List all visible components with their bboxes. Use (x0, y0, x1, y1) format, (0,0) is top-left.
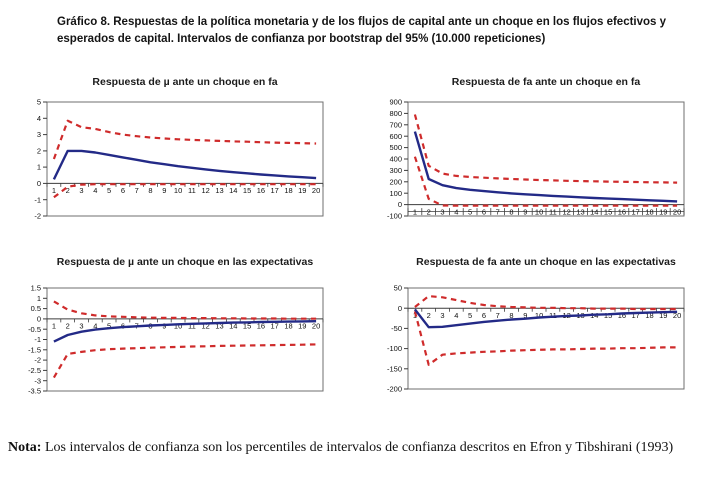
svg-text:17: 17 (631, 310, 640, 320)
svg-text:10: 10 (534, 207, 544, 217)
svg-text:17: 17 (270, 321, 279, 331)
svg-text:-2.5: -2.5 (28, 366, 41, 375)
svg-text:18: 18 (284, 186, 293, 196)
svg-text:-200: -200 (386, 384, 402, 394)
svg-text:600: 600 (389, 131, 402, 141)
svg-text:1: 1 (36, 293, 41, 303)
svg-text:-2: -2 (34, 211, 41, 221)
svg-text:20: 20 (311, 321, 321, 331)
svg-text:700: 700 (389, 120, 402, 130)
svg-text:0: 0 (36, 314, 41, 324)
chart-respuesta-mu-choque-fa (7, 70, 343, 223)
svg-text:1.5: 1.5 (30, 284, 41, 293)
svg-text:3: 3 (79, 321, 84, 331)
svg-text:7: 7 (495, 310, 500, 320)
svg-text:16: 16 (256, 186, 266, 196)
svg-text:14: 14 (229, 321, 238, 331)
chart-respuesta-mu-choque-expectativas (7, 250, 343, 396)
svg-text:8: 8 (509, 207, 514, 217)
svg-text:15: 15 (242, 186, 252, 196)
svg-text:19: 19 (659, 310, 668, 320)
svg-text:5: 5 (36, 98, 41, 107)
svg-text:20: 20 (672, 207, 682, 217)
svg-text:1: 1 (36, 162, 41, 172)
svg-text:300: 300 (389, 166, 402, 175)
svg-text:-1.5: -1.5 (28, 345, 41, 355)
svg-text:13: 13 (576, 207, 585, 217)
svg-text:200: 200 (389, 177, 402, 187)
svg-text:100: 100 (389, 188, 402, 198)
chart-respuesta-fa-choque-expectativas (368, 250, 704, 394)
svg-text:400: 400 (389, 154, 402, 164)
figure-caption: Gráfico 8. Respuestas de la política monetaria y de los flujos de capital ante un choque en los flujos efectivos y esperados de capital. Intervalos de confianza por bootstrap del 95% (10.000 repeticiones) (57, 16, 667, 45)
svg-text:1: 1 (412, 310, 417, 320)
svg-text:11: 11 (549, 310, 557, 320)
svg-text:18: 18 (645, 207, 654, 217)
svg-text:0: 0 (397, 303, 402, 313)
chart-title: Respuesta de µ ante un choque en fa (92, 76, 278, 88)
svg-text:5: 5 (468, 310, 473, 320)
svg-text:-150: -150 (386, 364, 402, 374)
svg-text:15: 15 (603, 310, 613, 320)
svg-text:18: 18 (284, 321, 293, 331)
svg-text:1: 1 (51, 321, 56, 331)
svg-text:0: 0 (36, 179, 41, 188)
svg-text:16: 16 (617, 310, 627, 320)
chart-title: Respuesta de fa ante un choque en fa (451, 76, 641, 88)
svg-text:3: 3 (440, 207, 445, 217)
svg-text:2: 2 (65, 321, 70, 331)
svg-text:2: 2 (426, 310, 431, 320)
chart-respuesta-fa-choque-fa (368, 70, 704, 223)
svg-text:15: 15 (242, 321, 252, 331)
svg-text:6: 6 (120, 186, 125, 196)
chart-plot (368, 284, 704, 394)
svg-text:12: 12 (201, 321, 210, 331)
svg-text:4: 4 (454, 207, 459, 217)
svg-text:3: 3 (36, 130, 41, 140)
svg-text:11: 11 (549, 207, 557, 217)
svg-text:7: 7 (134, 321, 139, 331)
chart-plot (7, 284, 343, 396)
chart-plot (368, 98, 704, 223)
svg-text:8: 8 (509, 310, 514, 320)
svg-text:2: 2 (426, 207, 431, 217)
svg-text:50: 50 (393, 284, 402, 293)
svg-text:8: 8 (148, 186, 153, 196)
svg-text:-3.5: -3.5 (28, 386, 41, 396)
svg-text:5: 5 (107, 186, 112, 196)
svg-text:7: 7 (495, 207, 500, 217)
svg-text:19: 19 (298, 186, 307, 196)
svg-text:19: 19 (659, 207, 668, 217)
svg-text:17: 17 (270, 186, 279, 196)
svg-text:12: 12 (201, 186, 210, 196)
svg-text:11: 11 (188, 321, 196, 331)
svg-text:3: 3 (440, 310, 445, 320)
svg-text:-100: -100 (386, 211, 402, 221)
svg-text:800: 800 (389, 109, 402, 118)
svg-text:1: 1 (51, 186, 56, 196)
svg-text:6: 6 (481, 310, 486, 320)
svg-text:5: 5 (107, 321, 112, 331)
svg-text:13: 13 (576, 310, 585, 320)
note-text: Los intervalos de confianza son los percentiles de intervalos de confianza descritos en Efron y Tibshirani (1993) (41, 440, 674, 455)
svg-text:16: 16 (256, 321, 266, 331)
svg-text:-0.5: -0.5 (28, 324, 41, 334)
svg-text:4: 4 (36, 113, 41, 123)
svg-text:2: 2 (65, 186, 70, 196)
svg-text:20: 20 (311, 186, 321, 196)
svg-text:4: 4 (454, 310, 459, 320)
svg-text:-1: -1 (34, 335, 41, 345)
svg-text:6: 6 (481, 207, 486, 217)
figure-note (8, 434, 706, 461)
svg-text:0: 0 (397, 200, 402, 210)
svg-text:14: 14 (229, 186, 238, 196)
svg-text:18: 18 (645, 310, 654, 320)
svg-text:12: 12 (562, 310, 571, 320)
svg-text:13: 13 (215, 321, 224, 331)
svg-text:17: 17 (631, 207, 640, 217)
svg-text:0.5: 0.5 (30, 304, 41, 314)
svg-text:4: 4 (93, 321, 98, 331)
svg-text:-100: -100 (386, 344, 402, 354)
svg-text:900: 900 (389, 98, 402, 107)
svg-text:15: 15 (603, 207, 613, 217)
svg-text:8: 8 (148, 321, 153, 331)
svg-text:14: 14 (590, 310, 599, 320)
svg-text:12: 12 (562, 207, 571, 217)
svg-text:9: 9 (523, 207, 528, 217)
svg-text:500: 500 (389, 143, 402, 153)
svg-text:-2: -2 (34, 355, 41, 365)
svg-text:19: 19 (298, 321, 307, 331)
svg-text:-50: -50 (391, 324, 402, 333)
svg-text:1: 1 (412, 207, 417, 217)
svg-text:10: 10 (534, 310, 544, 320)
chart-title: Respuesta de fa ante un choque en las expectativas (416, 256, 676, 268)
svg-text:5: 5 (468, 207, 473, 217)
svg-text:9: 9 (523, 310, 528, 320)
note-label: Nota: (8, 440, 42, 455)
svg-text:7: 7 (134, 186, 139, 196)
chart-plot (7, 98, 343, 223)
svg-text:6: 6 (120, 321, 125, 331)
svg-text:9: 9 (162, 186, 167, 196)
chart-title: Respuesta de µ ante un choque en las expectativas (56, 256, 314, 268)
svg-text:3: 3 (79, 186, 84, 196)
svg-text:20: 20 (672, 310, 682, 320)
svg-text:-1: -1 (34, 195, 41, 205)
svg-text:13: 13 (215, 186, 224, 196)
svg-text:11: 11 (188, 186, 196, 196)
svg-text:10: 10 (173, 186, 183, 196)
svg-text:2: 2 (36, 146, 41, 156)
svg-text:14: 14 (590, 207, 599, 217)
svg-text:16: 16 (617, 207, 627, 217)
svg-text:-3: -3 (34, 376, 41, 386)
svg-text:10: 10 (173, 321, 183, 331)
svg-text:9: 9 (162, 321, 167, 331)
svg-text:4: 4 (93, 186, 98, 196)
